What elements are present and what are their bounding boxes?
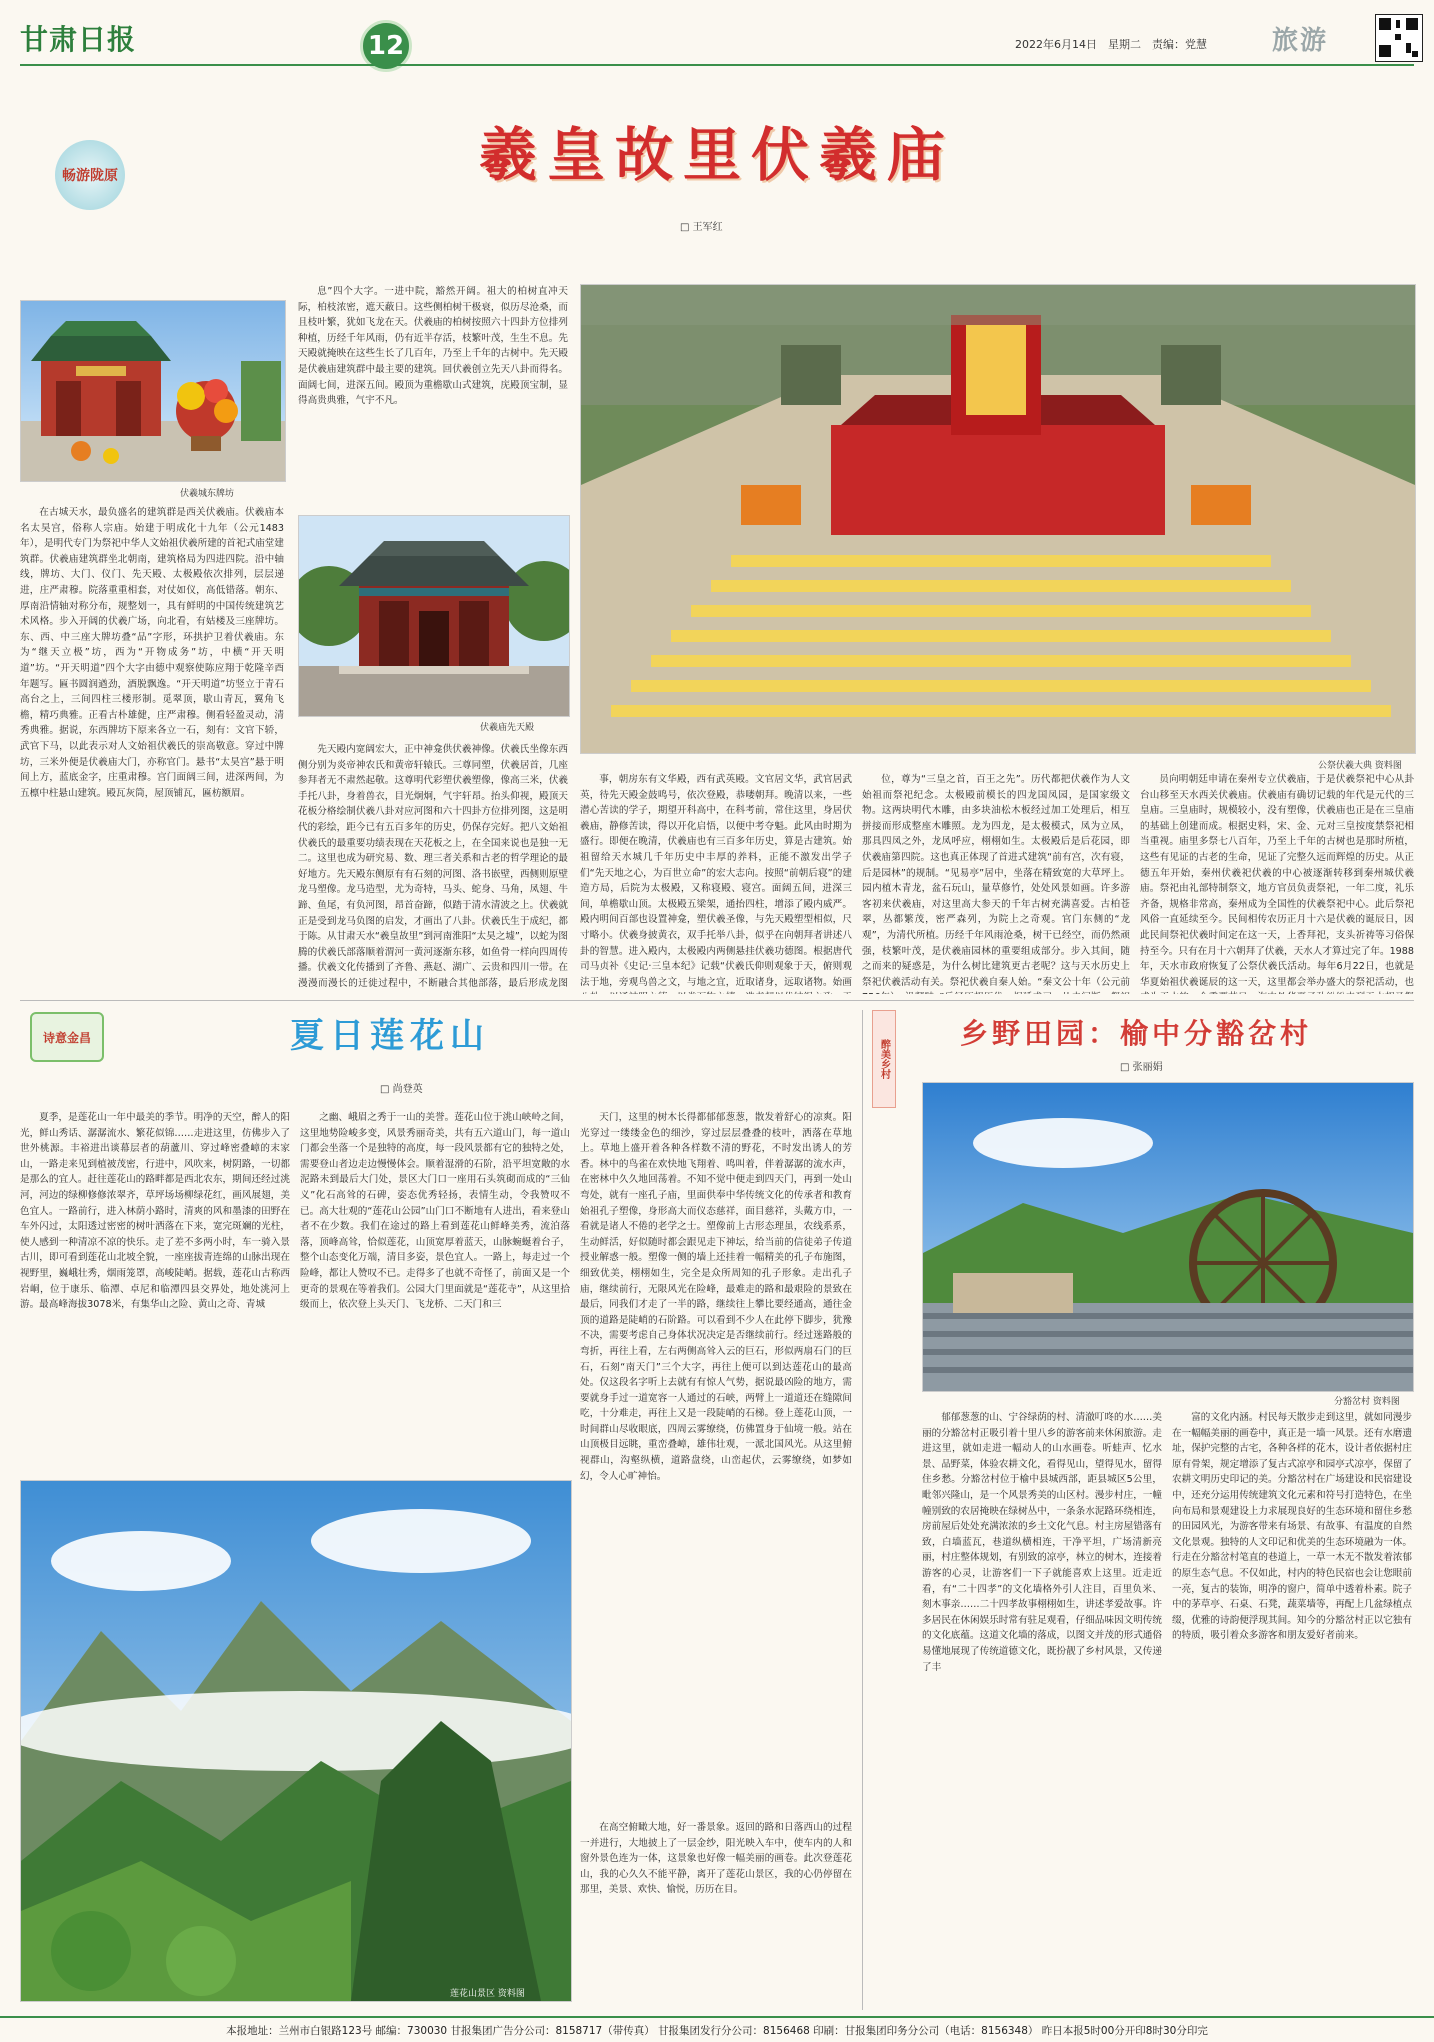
article-title: 羲皇故里伏羲庙 [478,121,955,189]
photo-mountain [20,1480,572,2002]
article-title: 夏日莲花山 [290,1016,490,1056]
photo-caption: 公祭伏羲大典 资料图 [1318,761,1402,771]
byline: □ 尚登英 [380,1084,423,1095]
article-title: 乡野田园：榆中分豁岔村 [960,1017,1313,1050]
article-text-column: 夏季，是莲花山一年中最美的季节。明净的天空，醉人的阳光，鲜山秀话、潺潺流水、繁花似锦……走进这里，仿佛步入了世外桃源。丰裕进出谈幕层者的葫蘆川、穿过峰密叠嶂的末家山，一路走来见到植被茂密，行进中，风吹来，树阴路，一切都是那么的宜人。赶往莲花山的路畔都是西北农东，期间还经过洮河，河边的绿柳修修浓翠齐，草坪场场柳绿花红，画风展翅，美色宜人。一路前行，进入林荫小路时，清爽的风和墨漆的田野在车外闪过，太阳透过密密的树叶洒落在下来，宽完斑斓的光柱，使人感到一种清凉不凉的快乐。走了差不多两小时，车一骑入景古川，即可看到莲花山北坡全貌，一座座拔青连绵的山脉出现在视野里，巍峨壮秀，烟雨笼罩，高峻陡峭。据载，莲花山古称西岩峒，位于康乐、临潭、卓尼和临潭四县交界处，地处洮河上游。最高峰海拔3078米，有集华山之险、黄山之奇、青城 [20,1112,290,1311]
article-text-column: 之幽、峨眉之秀于一山的美誉。莲花山位于洮山峡岭之间，这里地势险峻多变，风景秀丽奇美，共有五六道山门，每一道山门都会坐落一个是独特的高度，每一段风景都有它的独特之处，需要登山者边走边慢慢体会。顺着湿滑的石阶，沿平坦宽敞的水泥路未到最后大门处，景区大门口一座用石头筑砌而成的“三仙义”化石高耸的石碑，姿态优秀轻扬，表情生动，令我赞叹不已。高大壮观的“莲花山公园”山门口不断地有人进出，看来登山者不在少数。我们在途过的路上看到莲花山鲜峰美秀，流泊落落，顶峰高耸，恰似莲花，山顶宽厚着蓝天，山脉蜿蜒着台子，整个山态变化万端，清目多姿，景色宜人。一路上，每走过一个险峰，都让人赞叹不已。走得多了也就不奇怪了，前面又是一个更奇的景观在等着我们。公园大门里面就是“莲花寺”，从这里拾级而上，依次登上头天门、飞龙桥、二天门和三 [300,1112,570,1311]
photo-caption: 分豁岔村 资料图 [1334,1397,1400,1407]
page-number: 12 [360,20,412,72]
column-badge: 醉美乡村 [872,1010,896,1108]
photo-caption: 伏羲庙先天殿 [480,723,535,733]
column-divider [862,1010,863,2010]
photo-caption: 伏羲城东牌坊 [180,489,235,499]
photo-hall [298,515,570,717]
article-text-column: 郁郁葱葱的山、宁谷绿荫的村、清澈叮咚的水……美丽的分豁岔村正吸引着十里八乡的游客前来休闲旅游。走进这里，就如走进一幅动人的山水画卷。听蛙声、忆水景、品野菜，体验农耕文化，看得见山，望得见水，留得住乡愁。分豁岔村位于榆中县城西部，距县城区5公里，毗邻兴隆山，是一个风景秀美的山区村。漫步村庄，一幢幢别致的农居掩映在绿树丛中，一条条水泥路环绕相连，房前屋后处处充满浓浓的乡土文化气息。村主房屋错落有致，白墙蓝瓦，巷道纵横相连，干净平坦，广场清新亮丽，村庄整体规划，有别致的凉亭，林立的树木，连接着游客的心灵，让游客们一下子就能喜欢上这里。近走近看，有“二十四孝”的文化墙格外引人注目，百里负米、刻木事亲……二十四孝故事栩栩如生，讲述孝爱故事。许多居民在休闲娱乐时常有驻足观看，仔细品味因文明传统的文化底蕴。这道文化墙的落成，以图文并茂的形式通俗易懂地展现了传统道德文化，既扮靓了乡村风景，又传递了丰 [922,1412,1162,1673]
article-text-column: 位，尊为“三皇之首，百王之先”。历代都把伏羲作为人文始祖而祭祀纪念。太极殿前模长的四龙国凤园，是国家级文物。这两块明代木雕，由多块油松木板经过加工处理后，相互拼接而形成整座木雕照。龙为四龙，是太极模式，凤为立凤，那具四凤之外，龙凤呼应，栩栩如生。太极殿后是后花园，即伏羲庙第四院。这也真正体现了首进式建筑“前有宫，次有寝，后是园林”的规制。“见易亭”居中，坐落在精致宽的大草坪上。园内植木青龙，盆石玩山，量草修竹，处处风景如画。许多游客初来伏羲庙，对这里高大参天的千年古树充满喜爱。古柏苍翠，丛都繁茂，密严森列，为院上之奇观。官门东侧的“龙观”，为清代所植。历经千年风雨沧桑，树干已经空，而仍然顽强，枝繁叶茂，是伏羲庙园林的重要组成部分。步入其间，随之而来的疑惑是，为什么树比建筑更古老呢？这与天水历史上祭祀伏羲活动有关。祭祀伏羲自秦人始。“秦文公十年（公元前 [862,774,1130,988]
article-text-column: 天门，这里的树木长得都郁郁葱葱，散发着舒心的凉爽。阳光穿过一缕缕金色的细沙，穿过层层叠叠的枝叶，洒落在草地上。草地上盛开着各种各样数不清的野花，不时发出诱人的芳香。林中的鸟雀在欢快地飞翔着、鸣叫着，伴着潺潺的流水声，在密林中久久地回荡着。不知不觉中便走到四天门，再到一处山弯处，就有一座孔子庙，里面供奉中华传统文化的传承者和教育始祖孔子塑像，身形高大而仪态慈祥，面目慈祥，头戴方巾，一看就是诸人不倦的老学之士。塑像前上古形态理虽，农线系系，生动鲜活，好似随时都会跟见走下神坛，给当前的信徒弟子传道授业解惑一般。塑像一侧的墙上还挂着一幅精美的孔子布施图，细致优美，栩栩如生，完全是众所周知的孔子形象。走出孔子庙，继续前行，无限风光在险峰，最难走的路和最艰险的景致在最后，同我们才走了一半的路，继续往上攀比要经通高，通往金顶的道路是陡峭的石阶路。可以看到不少人在此停下脚步，犹豫不决，需要考虑自己身体状况决定是否继续前行。经过迷路般的弯折，再往上看，左右两侧高耸入云的巨石，形似两扇石门的巨石，石刻“南天门”三个大字，再往上便可以到达莲花山的最高处。仅这段名字听上去就有有惊人气势，据说最凶险的地方，需要就身手过一道宽容一人通过的石峡，两臂上一道道还在缝隙间吃，十分难走，再往上又是一段陡峭的石梯。登上莲花山顶，一时间群山尽收眼底，四周云雾缭绕，仿佛置身于仙境一般。站在山顶极目远眺，重峦叠嶂，雄伟壮观，一派北国风光。从这里俯视群山，沟壑纵横，道路盘绕，山峦起伏，云雾缭绕，如梦如幻，令人心旷神怡。 [580,1112,852,1482]
date-info: 2022年6月14日 星期二 责编：党慧 [1015,38,1207,51]
article-text-column: 富的文化内涵。村民每天散步走到这里，就如同漫步在一幅幅美丽的画卷中，真正是一墙一风景。还有水磨遗址，保护完整的古宅，各种各样的花木，设计者依据村庄原有骨架，规定增添了复古式凉亭和园亭式凉亭，保留了农耕文明历史印记的美。分豁岔村在广场建设和民宿建设中，还充分运用传统建筑文化元素和符号打造特色，在坐向布局和景观建设上力求展现良好的生态环境和留住乡愁的田园风光，为游客带来有场景、有故事、有温度的自然文化景观。独特的人文印记和优美的生态环境融为一体。行走在分豁岔村笔直的巷道上，一草一木无不散发着浓郁的原生态气息。不仅如此，村内的特色民宿也会让您眼前一亮，复古的装饰，明净的窗户，简单中透着朴素。院子中的茅草亭、石桌、石凳，蔬菜墙等，再配上几盆绿植点缀，优雅的诗韵便浮现其间。知今的分豁岔村正以它独有的特质，吸引着众多游客和朋友爱好者前来。 [1172,1412,1412,1642]
photo-ceremony [580,284,1416,754]
article-text-column: 息”四个大字。一进中院，豁然开阔。祖大的柏树直冲天际，柏枝浓密，遮天蔽日。这些侧柏树干极衰，似历尽沧桑，而且枝叶繁，犹如飞龙在天。伏羲庙的柏树按照六十四卦方位排列种植，历经千年风雨，仍有近半存活，枝繁叶茂，生生不息。先天殿就掩映在这些生长了几百年，乃至上千年的古树中。先天殿是伏羲庙建筑群中最主要的建筑。回伏羲创立先天八卦而得名。面阔七间，进深五间。殿顶为重檐歇山式建筑，庑殿顶宝制，显得高贵典雅，气宇不凡。 [298,286,568,407]
column-badge: 畅游陇原 [55,140,125,210]
section-label: 旅游 [1272,26,1329,56]
photo-caption: 莲花山景区 资料图 [450,1989,525,1999]
column-badge: 诗意金昌 [30,1012,104,1062]
article-text-column: 在高空俯瞰大地，好一番景象。返回的路和日落西山的过程一并进行，大地披上了一层金纱，阳光映入车中，使车内的人和窗外景色连为一体，这景象也好像一幅美丽的画卷。此次登莲花山，我的心久久不能平静，离开了莲花山景区，我的心仍停留在那里，美景、欢快、愉悦，历历在目。 [580,1822,852,1896]
header-rule [20,64,1414,66]
byline: □ 张丽娟 [1120,1062,1163,1073]
footer-info: 本报地址：兰州市白银路123号 邮编：730030 甘报集团广告分公司：8158717（带传真） 甘报集团发行分公司：8156468 印刷：甘报集团印务分公司（电话：8156348） 昨日本报5时00分开印8时30分印完 [0,2016,1434,2042]
article-text-column: 事，朝房东有文华殿，西有武英殿。文官居文华，武官居武英，待先天殿金鼓鸣号，依次登殿，恭喽朝拜。晚清以来，一些潜心苦读的学子，期望开科高中，在科考前，常住这里，身居伏羲庙，静修苦读，得以开化启悟，以便中考夺魁。此风由时期为盛行。即便在晚清，伏羲庙也有三百多年历史，算是古建筑。始祖留给天水城几千年历史中丰厚的养料，正能不激发出学子们“先天地之心，为百世立命”的宏大志向。按照“前朝后寝”的建造方局，后院为太极殿，又称寝殿、寝宫。面阔五间，进深三间，单檐歇山顶。太极殿五梁架，通抬四柱，增添了殿内威严。殿内明间百部也设置神龛，塑伏羲圣像，与先天殿塑型相似，尺寸略小。伏羲身披黄衣，双手托举八卦，似乎在向朝拜者讲述八卦的智慧。进入殿内，太极殿内两侧悬挂伏羲功德图。根据唐代司马贞补《史记·三皇本纪》记载“伏羲氏仰则观象于天，俯则观法于地，旁观鸟兽之文，与地之宜，近取诸身，远取诸物。始画 [580,774,852,988]
photo-archway [20,300,286,482]
article-text-column: 先天殿内宽阔宏大，正中神龛供伏羲神像。伏羲氏坐像东西侧分别为炎帝神农氏和黄帝轩辕氏。三尊同塑，伏羲居首，几座参拜者无不肃然起敬。这尊明代彩塑伏羲塑像，像高三米，伏羲手托八卦，身着兽衣，目光炯炯，气宇轩昂。抬头仰视，殿顶天花板分格绘制伏羲八卦对应河图和六十四卦方位排列图，这是明代的彩绘，距今已有五百多年的历史，仍保存完好。把八文始祖伏羲氏的最重要功绩表现在天花板之上，在全国来说也是独一无二。这里也成为研究易、数、理三者关系和古老的哲学理论的最好地方。先天殿东侧原有有石刻的河图、洛书嵌壁，西侧则原壁龙马塑像。龙马造型，尤为奇特，马头、蛇身、马角，凤翅、牛蹄、鱼尾，有负河图，昂首奋蹄，似踏于清水清波之上。伏羲就正是受到龙马负图的启发，才画出了八卦。伏羲氏生于成纪，都于陈。从甘肃天水“羲皇故里”到河南淮阳“太昊之墟”，以蛇为图腾的伏羲氏部落顺着渭河一黄河逐渐东移，如鱼骨一样向四周传播。伏羲文化传播到了齐鲁、燕赵、湖广、云贵和四川一带。在漫漫而漫长的迁徙过程中，不断融合其他部落，最后形成龙图 [298,744,568,989]
article-text-column: 员向明朝廷申请在秦州专立伏羲庙，于是伏羲祭祀中心从卦台山移至天水西关伏羲庙。伏羲庙有确切记载的年代是元代的三皇庙。三皇庙时，规模较小，没有塑像，伏羲庙也正是在三皇庙的基础上创建而成。根据史料，宋、金、元对三皇按度禁祭祀相当重视。庙里多祭七八百年，乃至上千年的古树也是那时所植，这些有见证的古老的生命，见证了完整久远而辉煌的历史。从正德五年开始，秦州伏羲祀伏羲的中心被逐渐转移到秦州城伏羲庙。祭祀由礼部特制祭文，地方官员负责祭祀，一年二度，礼乐齐备，规格非常高，秦州成为全国性的伏羲祭祀中心。此后祭祀风俗一直延续至今。民间相传农历正月十六是伏羲的诞辰日，因此民间祭祀伏羲时间定在这一天，上香拜祀，支头祈祷等习俗保持至今。只有在月十六朝拜了伏羲，天水人才算过完了年。1988年，天水市政府恢复了公祭伏羲氏活动。每年6月22日，也就是华夏始祖伏羲诞辰的这一天，这里都会举办盛大的祭祀活动，也 [1140,774,1414,988]
photo-waterwheel [922,1082,1414,1392]
qr-code-icon [1375,14,1423,62]
newspaper-logo: 甘肃日报 [20,23,137,56]
section-divider [20,1000,1414,1001]
byline: □ 王军红 [680,222,723,233]
article-text-column: 在古城天水，最负盛名的建筑群是西关伏羲庙。伏羲庙本名太昊宫，俗称人宗庙。始建于明成化十九年（公元1483年），是明代专门为祭祀中华人文始祖伏羲所建的首祀式庙堂建筑群。伏羲庙建筑群坐北朝南，建筑格局为四进四院。沿中轴线，牌坊、大门、仪门、先天殿、太极殿依次排列，层层递进，庄严肃穆。院落重重相套，对仗如仪，高低错落。朝东、厚南沿情轴对称分布，规整划一，具有鲜明的中国传统建筑艺术风格。步入开阔的伏羲广场，向北看，有姑楼及三座牌坊。东、西、中三座大牌坊叠“品”字形，环拱护卫着伏羲庙。东为“继天立极”坊，西为“开物成务”坊，中横“开天明道”坊。“开天明道”四个大字由德中观察使陈应翔于乾隆辛酉年题写。匾书圆润遒劲，酒脱飘逸。“开天明道”坊竖立于青石高台之上，三间四柱三楼形制。觅翠顶，歇山青瓦，翼角飞檐，精巧典雅。正看古朴雄健，庄严肃穆。侧看轻盈灵动，清秀典雅。据说，东西牌坊下原来各立一石，刻有：文官下轿，武官下马，以此表示对人文始祖伏羲氏的崇高敬意。穿过中牌坊，三米外便是伏羲庙大门，亦称官门。悬书“太昊宫”悬于明间上方，蓝底金字，庄重肃穆。宫门面阔三间，进深两间，为五檩中柱悬山建筑。殿瓦灰筒，屋顶铺瓦，匾枋额眉。 [20,507,284,799]
